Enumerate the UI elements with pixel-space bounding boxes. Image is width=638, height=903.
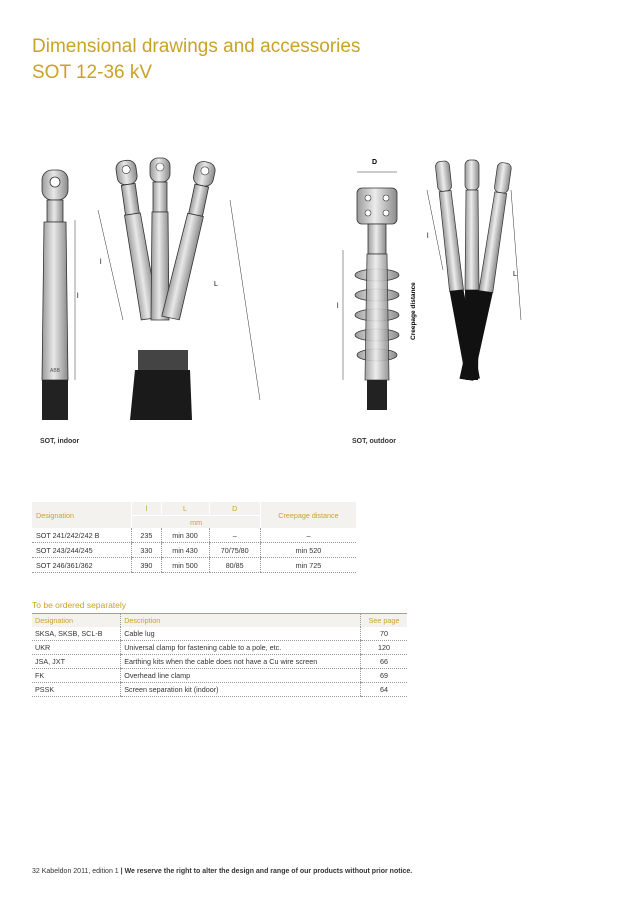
cell: 69 bbox=[361, 669, 408, 683]
cell: SOT 243/244/245 bbox=[32, 543, 132, 558]
cell: Universal clamp for fastening cable to a pole, etc. bbox=[121, 641, 361, 655]
page-subtitle: SOT 12-36 kV bbox=[32, 62, 153, 83]
outdoor-three-core bbox=[427, 160, 521, 382]
table-row bbox=[32, 543, 356, 558]
cell: 390 bbox=[132, 558, 161, 573]
dim-l-outdoor: l bbox=[337, 303, 339, 310]
three-core-termination bbox=[98, 158, 260, 420]
col-description: Description bbox=[121, 614, 361, 628]
cell: SKSA, SKSB, SCL-B bbox=[32, 627, 121, 641]
cell: PSSK bbox=[32, 683, 121, 697]
cell: Screen separation kit (indoor) bbox=[121, 683, 361, 697]
footer-notice: We reserve the right to alter the design and range of our products without prior notice. bbox=[124, 868, 413, 875]
page-number: 32 bbox=[32, 868, 40, 875]
creepage-label: Creepage distance bbox=[410, 282, 417, 340]
table-row bbox=[32, 669, 407, 683]
table-row bbox=[32, 558, 356, 573]
cell: Earthing kits when the cable does not have a Cu wire screen bbox=[121, 655, 361, 669]
footer-separator: | bbox=[120, 868, 123, 875]
accessories-title: To be ordered separately bbox=[32, 600, 127, 610]
table-row bbox=[32, 683, 407, 697]
col-D: D bbox=[209, 502, 260, 516]
sot-outdoor-drawing bbox=[335, 150, 535, 430]
cell: – bbox=[209, 528, 260, 543]
cell: SOT 241/242/242 B bbox=[32, 528, 132, 543]
page-footer bbox=[32, 868, 412, 875]
unit-label: mm bbox=[132, 516, 261, 529]
cell: JSA, JXT bbox=[32, 655, 121, 669]
dim-D-label: D bbox=[372, 159, 378, 166]
accessories-table bbox=[32, 613, 407, 697]
cell: 80/85 bbox=[209, 558, 260, 573]
dim-l-label-2: l bbox=[100, 259, 102, 266]
dim-L-outdoor: L bbox=[513, 271, 517, 278]
cell: min 430 bbox=[161, 543, 209, 558]
table-row bbox=[32, 641, 407, 655]
table-row bbox=[32, 528, 356, 543]
col-l: l bbox=[132, 502, 161, 516]
col-L: L bbox=[161, 502, 209, 516]
cell: UKR bbox=[32, 641, 121, 655]
edition: Kabeldon 2011, edition 1 bbox=[41, 868, 119, 875]
single-core-termination bbox=[42, 170, 79, 420]
cell: 120 bbox=[361, 641, 408, 655]
dim-l-label: l bbox=[77, 293, 79, 300]
cell: min 300 bbox=[161, 528, 209, 543]
col-designation: Designation bbox=[32, 502, 132, 528]
page-title: Dimensional drawings and accessories bbox=[32, 36, 361, 57]
cell: 70 bbox=[361, 627, 408, 641]
cell: FK bbox=[32, 669, 121, 683]
cell: SOT 246/361/362 bbox=[32, 558, 132, 573]
dim-L-label: L bbox=[214, 281, 218, 288]
indoor-caption: SOT, indoor bbox=[40, 438, 80, 445]
table-row bbox=[32, 627, 407, 641]
dim-l-outdoor-2: l bbox=[427, 233, 429, 240]
dimensions-table bbox=[32, 502, 356, 573]
cell: min 725 bbox=[260, 558, 356, 573]
svg-text:ABB: ABB bbox=[50, 368, 61, 374]
col-creepage: Creepage distance bbox=[260, 502, 356, 528]
cell: 66 bbox=[361, 655, 408, 669]
cell: 64 bbox=[361, 683, 408, 697]
sot-indoor-drawing bbox=[30, 150, 290, 430]
col-see-page: See page bbox=[361, 614, 408, 628]
table-row bbox=[32, 655, 407, 669]
cell: min 500 bbox=[161, 558, 209, 573]
outdoor-caption: SOT, outdoor bbox=[352, 438, 396, 445]
cell: Cable lug bbox=[121, 627, 361, 641]
cell: – bbox=[260, 528, 356, 543]
outdoor-single-core bbox=[337, 159, 417, 410]
cell: 330 bbox=[132, 543, 161, 558]
cell: Overhead line clamp bbox=[121, 669, 361, 683]
cell: min 520 bbox=[260, 543, 356, 558]
cell: 70/75/80 bbox=[209, 543, 260, 558]
col-designation: Designation bbox=[32, 614, 121, 628]
cell: 235 bbox=[132, 528, 161, 543]
